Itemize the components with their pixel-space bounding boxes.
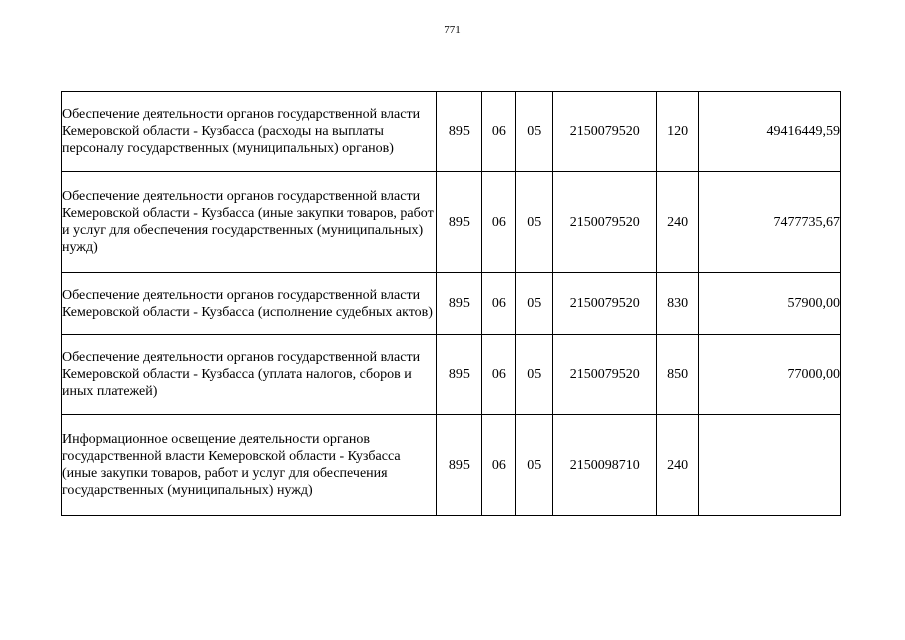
department-code: 895 [437,415,482,516]
row-description: Информационное освещение деятельности органов государственной власти Кемеровской области - Кузбасса (иные закупки товаров, работ и услуг для обеспечения государственных (муниципальных) нужд) [62,415,437,516]
amount: 57900,00 [699,273,841,335]
expense-type-code: 850 [657,335,699,415]
table-row [62,335,841,415]
target-item-code: 2150079520 [553,335,657,415]
row-description: Обеспечение деятельности органов государственной власти Кемеровской области - Кузбасса (уплата налогов, сборов и иных платежей) [62,335,437,415]
expense-type-code: 830 [657,273,699,335]
target-item-code: 2150098710 [553,415,657,516]
budget-table [61,91,841,516]
table-row [62,415,841,516]
amount: 7477735,67 [699,172,841,273]
subsection-code: 05 [516,335,553,415]
table-row [62,172,841,273]
page-number: 771 [444,24,461,36]
department-code: 895 [437,335,482,415]
section-code: 06 [482,335,516,415]
row-description: Обеспечение деятельности органов государственной власти Кемеровской области - Кузбасса (иные закупки товаров, работ и услуг для обеспечения государственных (муниципальных) нужд) [62,172,437,273]
section-code: 06 [482,92,516,172]
subsection-code: 05 [516,415,553,516]
target-item-code: 2150079520 [553,92,657,172]
section-code: 06 [482,273,516,335]
row-description: Обеспечение деятельности органов государственной власти Кемеровской области - Кузбасса (расходы на выплаты персоналу государственных (муниципальных) органов) [62,92,437,172]
amount: 49416449,59 [699,92,841,172]
subsection-code: 05 [516,273,553,335]
expense-type-code: 120 [657,92,699,172]
subsection-code: 05 [516,92,553,172]
table-row [62,273,841,335]
amount: 77000,00 [699,335,841,415]
department-code: 895 [437,92,482,172]
expense-type-code: 240 [657,415,699,516]
row-description: Обеспечение деятельности органов государственной власти Кемеровской области - Кузбасса (исполнение судебных актов) [62,273,437,335]
amount [699,415,841,516]
target-item-code: 2150079520 [553,273,657,335]
target-item-code: 2150079520 [553,172,657,273]
subsection-code: 05 [516,172,553,273]
section-code: 06 [482,172,516,273]
expense-type-code: 240 [657,172,699,273]
section-code: 06 [482,415,516,516]
table-row [62,92,841,172]
department-code: 895 [437,273,482,335]
department-code: 895 [437,172,482,273]
